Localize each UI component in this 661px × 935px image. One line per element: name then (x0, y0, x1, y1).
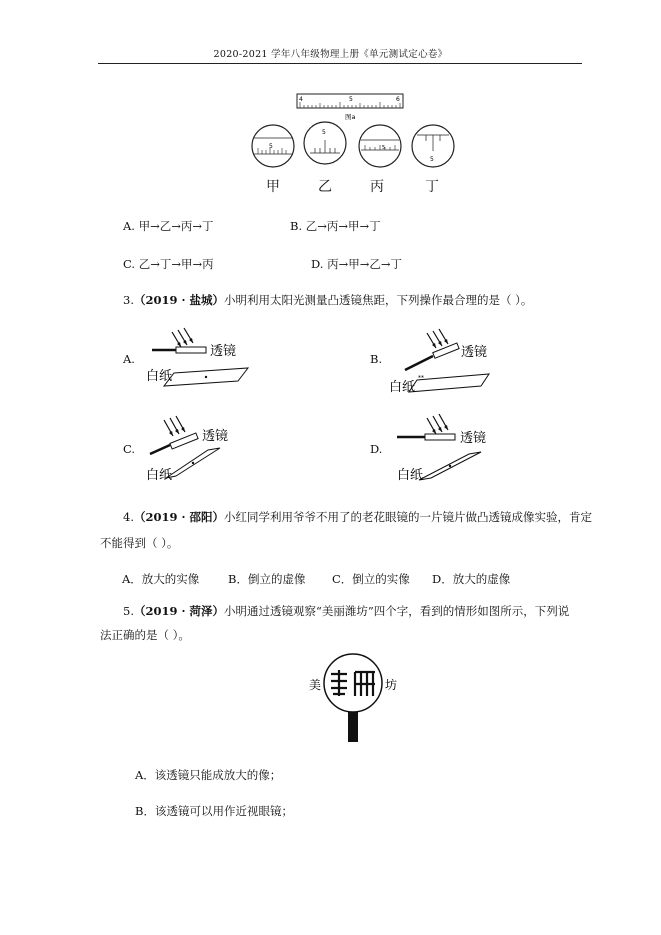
view-circle-ding (412, 125, 454, 167)
q2-option-b[interactable]: B. 乙→丙→甲→丁 (290, 219, 381, 233)
header-rule (98, 63, 582, 64)
q3-option-a-figure[interactable] (140, 325, 255, 390)
q3-option-b-letter[interactable]: B. (370, 352, 383, 366)
svg-text:5: 5 (430, 156, 434, 163)
svg-text:5: 5 (382, 145, 386, 151)
q4-number: 4. (123, 510, 134, 524)
q3-option-b-figure[interactable] (385, 328, 500, 393)
svg-text:5: 5 (322, 129, 326, 136)
label-yi: 乙 (318, 179, 332, 195)
q5-number: 5. (123, 604, 134, 618)
label-ding: 丁 (425, 179, 439, 195)
q3-c-lens-label: 透镜 (202, 429, 229, 444)
q3-d-paper-label: 白纸 (397, 468, 424, 483)
q3-option-a-letter[interactable]: A. (123, 352, 135, 366)
q3-option-c-letter[interactable]: C. (123, 442, 136, 456)
q2-option-a[interactable]: A. 甲→乙→丙→丁 (123, 219, 214, 233)
q3-option-d-letter[interactable]: D. (370, 442, 383, 456)
q3-b-lens-label: 透镜 (461, 345, 488, 360)
q4-option-d[interactable]: D．放大的虚像 (432, 572, 511, 586)
q4-stem-line2: 不能得到（ ）。 (100, 536, 179, 550)
view-circle-jia (252, 125, 294, 167)
q5-text-1: 小明通过透镜观察“美丽潍坊”四个字，看到的情形如图所示，下列说 (224, 604, 570, 618)
magnifier-icon (324, 654, 382, 742)
figure-a-caption: 图a (345, 113, 356, 121)
q3-d-lens-label: 透镜 (460, 431, 487, 446)
svg-text:⁎⁎: ⁎⁎ (418, 373, 424, 380)
magnifier-figure (305, 652, 415, 744)
q5-right-char: 坊 (385, 678, 398, 692)
q4-source: （2019 · 邵阳） (133, 510, 225, 524)
q4-option-a[interactable]: A．放大的实像 (122, 572, 200, 586)
q3-c-paper-label: 白纸 (146, 468, 173, 483)
q3-b-paper-label: 白纸 (389, 380, 416, 393)
q3-option-c-figure[interactable] (140, 412, 255, 484)
q4-option-b[interactable]: B．倒立的虚像 (228, 572, 306, 586)
q5-left-char: 美 (309, 678, 322, 692)
q2-option-d[interactable]: D. 丙→甲→乙→丁 (311, 257, 403, 271)
q2-option-c[interactable]: C. 乙→丁→甲→丙 (123, 257, 214, 271)
q4-text-1: 小红同学利用爷爷不用了的老花眼镜的一片镜片做凸透镜成像实验，肯定 (224, 510, 593, 524)
q5-option-a[interactable]: A．该透镜只能成放大的像； (135, 768, 282, 782)
label-jia: 甲 (266, 179, 280, 195)
q3-a-paper-label: 白纸 (146, 369, 173, 384)
q3-a-lens-label: 透镜 (210, 344, 237, 359)
q3-option-d-figure[interactable] (385, 412, 500, 484)
q3-stem (123, 292, 532, 308)
ruler-tick-5: 5 (349, 96, 353, 103)
ruler-tick-4: 4 (299, 96, 303, 103)
q3-source: （2019 · 盐城） (133, 293, 225, 307)
q5-option-b[interactable]: B．该透镜可以用作近视眼镜； (135, 804, 293, 818)
q4-stem-line1 (123, 509, 592, 525)
page-header: 2020-2021 学年八年级物理上册《单元测试定心卷》 (213, 49, 448, 60)
q5-source: （2019 · 菏泽） (133, 604, 225, 618)
q3-number: 3. (123, 293, 134, 307)
ruler-tick-6: 6 (396, 96, 400, 103)
q5-stem-line1 (123, 603, 569, 619)
view-circle-yi (304, 122, 346, 164)
label-bing: 丙 (370, 179, 384, 195)
ruler-icon (297, 94, 403, 108)
q4-option-c[interactable]: C．倒立的实像 (332, 572, 410, 586)
q3-text: 小明利用太阳光测量凸透镜焦距，下列操作最合理的是（ ）。 (224, 293, 533, 307)
q5-stem-line2: 法正确的是（ ）。 (100, 628, 190, 642)
view-circle-bing (359, 125, 401, 167)
svg-text:5: 5 (269, 143, 273, 150)
